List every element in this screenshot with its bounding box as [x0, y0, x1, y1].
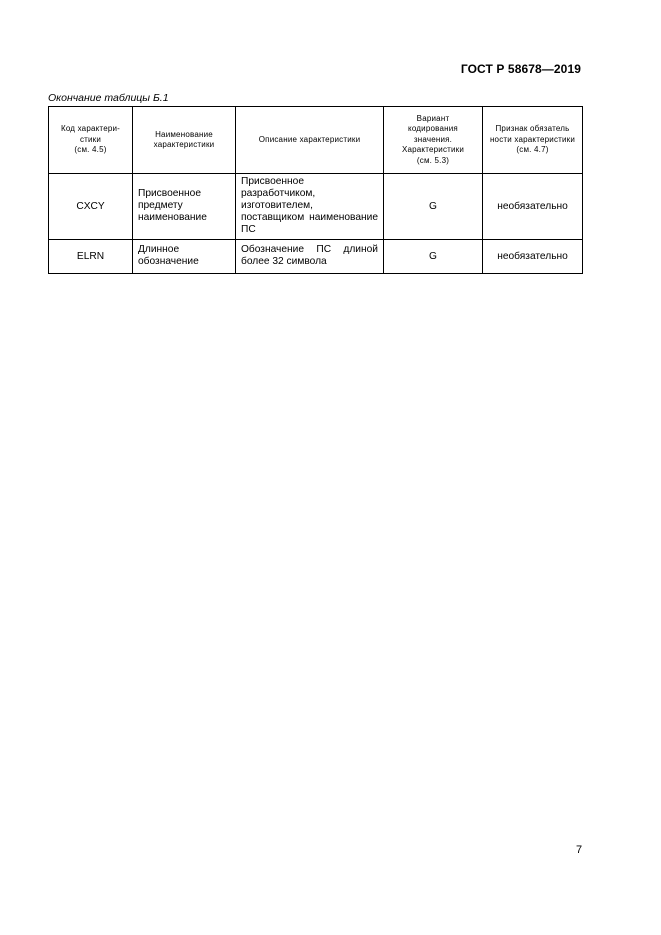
- column-header-description: Описание характеристики: [236, 107, 384, 174]
- cell-description: Обозначение ПС длиной более 32 символа: [236, 240, 384, 274]
- cell-code: CXCY: [49, 174, 133, 240]
- table-row: [49, 174, 583, 240]
- cell-name: Длинное обозначение: [133, 240, 236, 274]
- page-number: 7: [576, 844, 583, 856]
- table-header-row: [49, 107, 583, 174]
- cell-mandatory: необязательно: [483, 240, 583, 274]
- cell-variant: G: [384, 174, 483, 240]
- document-code-header: ГОСТ Р 58678—2019: [460, 62, 581, 76]
- cell-code: ELRN: [49, 240, 133, 274]
- cell-mandatory: необязательно: [483, 174, 583, 240]
- cell-description: Присвоенное разработчиком, изготовителем, поставщиком наименование ПС: [236, 174, 384, 240]
- characteristics-table: [48, 106, 583, 274]
- column-header-mandatory: Признак обязатель ности характеристики (см. 4.7): [483, 107, 583, 174]
- column-header-name: Наименование характеристики: [133, 107, 236, 174]
- table-caption: Окончание таблицы Б.1: [48, 92, 169, 104]
- column-header-variant: Вариант кодирования значения. Характеристики (см. 5.3): [384, 107, 483, 174]
- cell-name: Присвоенное предмету наименование: [133, 174, 236, 240]
- column-header-code: Код характери- стики (см. 4.5): [49, 107, 133, 174]
- table-row: [49, 240, 583, 274]
- cell-variant: G: [384, 240, 483, 274]
